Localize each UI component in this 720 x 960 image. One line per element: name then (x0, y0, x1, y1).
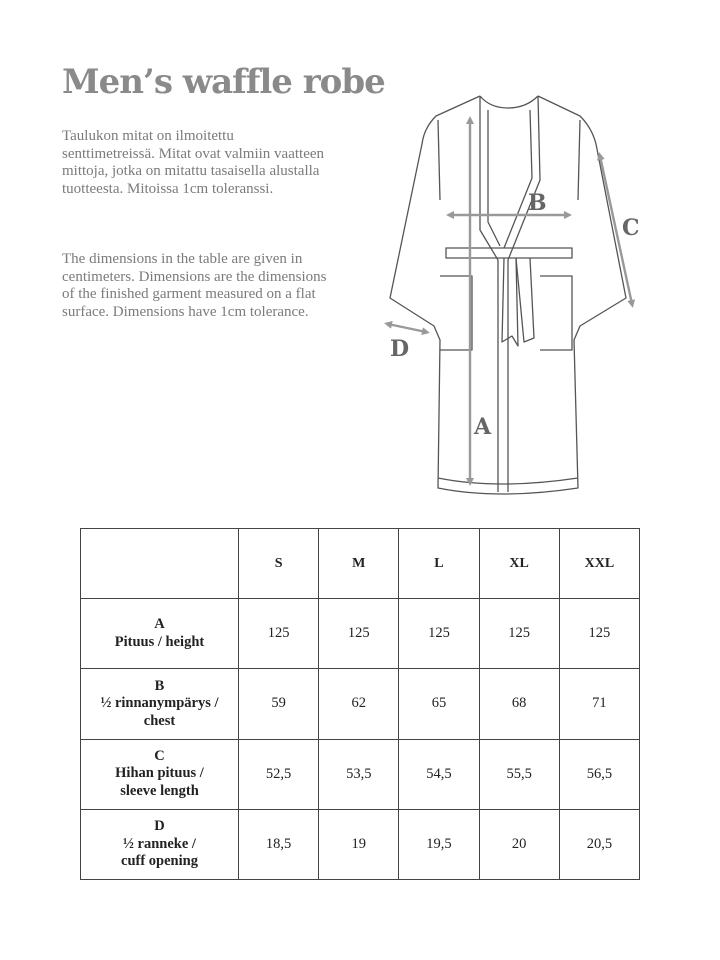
robe-collar (480, 96, 540, 260)
size-header: XXL (559, 529, 639, 599)
size-header-row (81, 529, 640, 599)
row-name: Pituus / height (114, 633, 205, 650)
value-cell: 20 (479, 809, 559, 879)
value-cell: 54,5 (399, 739, 479, 809)
value-cell: 18,5 (239, 809, 319, 879)
value-cell: 52,5 (239, 739, 319, 809)
robe-pocket-right (540, 276, 572, 350)
label-c: C (622, 215, 640, 241)
row-label (81, 809, 239, 879)
table-row (81, 739, 640, 809)
page-title: Men’s waffle robe (62, 62, 385, 102)
value-cell: 19,5 (399, 809, 479, 879)
value-cell: 125 (479, 599, 559, 669)
label-a: A (474, 414, 492, 440)
value-cell: 68 (479, 669, 559, 739)
row-label (81, 739, 239, 809)
row-letter: B (154, 677, 165, 694)
value-cell: 59 (239, 669, 319, 739)
row-label (81, 669, 239, 739)
table-row (81, 599, 640, 669)
value-cell: 56,5 (559, 739, 639, 809)
row-label (81, 599, 239, 669)
row-letter: A (154, 616, 165, 633)
row-name: ½ ranneke / (123, 835, 196, 852)
value-cell: 53,5 (319, 739, 399, 809)
size-header: L (399, 529, 479, 599)
value-cell: 20,5 (559, 809, 639, 879)
row-letter: C (154, 747, 165, 764)
value-cell: 125 (319, 599, 399, 669)
row-name: Hihan pituus / (115, 765, 204, 782)
value-cell: 125 (239, 599, 319, 669)
table-row (81, 809, 640, 879)
intro-english: The dimensions in the table are given in centimeters. Dimensions are the dimensions of the finished garment measured on a flat surface. Dimensions have 1cm tolerance. (62, 251, 327, 320)
row-name: sleeve length (120, 782, 199, 799)
value-cell: 55,5 (479, 739, 559, 809)
value-cell: 19 (319, 809, 399, 879)
value-cell: 71 (559, 669, 639, 739)
row-letter: D (154, 818, 165, 835)
size-header: M (319, 529, 399, 599)
row-name: cuff opening (121, 853, 198, 870)
robe-diagram (380, 80, 660, 510)
size-header: S (239, 529, 319, 599)
value-cell: 65 (399, 669, 479, 739)
value-cell: 125 (399, 599, 479, 669)
label-b: B (528, 190, 547, 216)
label-d: D (390, 336, 410, 362)
size-header: XL (479, 529, 559, 599)
table-row (81, 669, 640, 739)
value-cell: 62 (319, 669, 399, 739)
value-cell: 125 (559, 599, 639, 669)
size-table (80, 528, 640, 880)
row-name: ½ rinnanympärys / (100, 695, 219, 712)
intro-finnish: Taulukon mitat on ilmoitettu senttimetreissä. Mitat ovat valmiin vaatteen mittoja, jotka on mitattu tasaisella alustalla tuotteesta. Mitoissa 1cm toleranssi. (62, 128, 325, 197)
robe-pocket-left (440, 276, 472, 350)
header-empty-cell (81, 529, 239, 599)
arrow-d (388, 324, 426, 332)
row-name: chest (143, 712, 176, 729)
